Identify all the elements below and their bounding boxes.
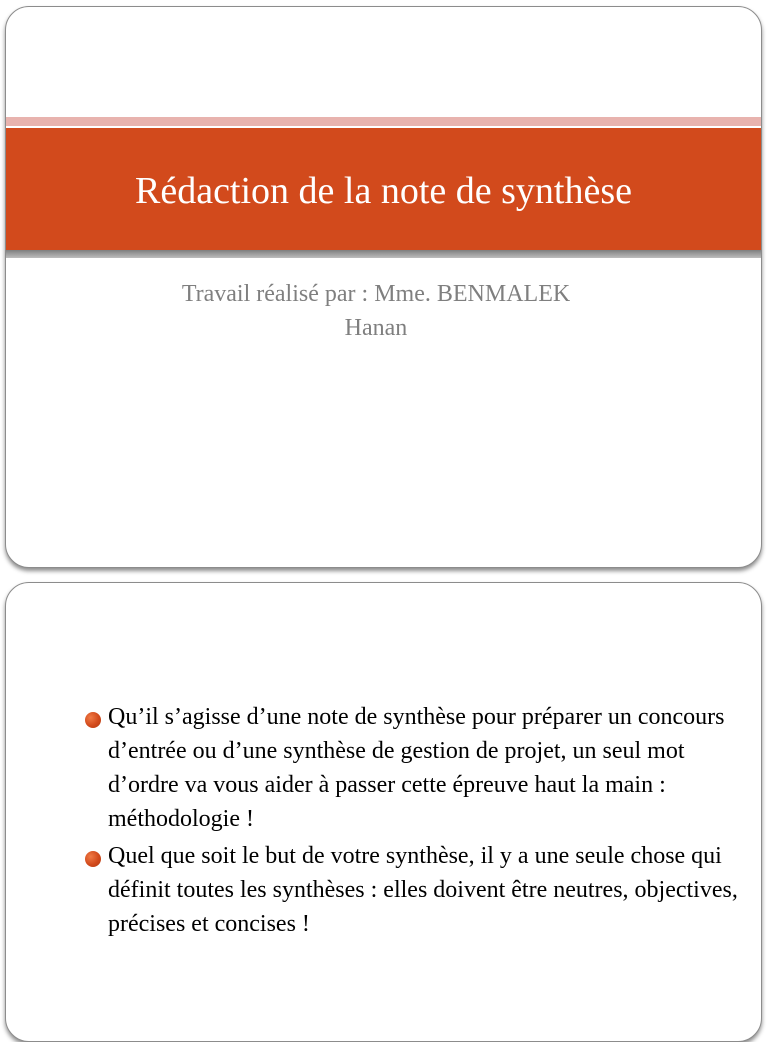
- title-band-shadow: [6, 250, 761, 258]
- decorative-stripe: [6, 117, 761, 126]
- bullet-text: Qu’il s’agisse d’une note de synthèse pour préparer un concours d’entrée ou d’une synthèse de gestion de projet, un seul mot d’ordre va vous aider à passer cette épreuve haut la main : méthodologie !: [108, 704, 725, 832]
- slide-title: Rédaction de la note de synthèse: [134, 170, 632, 212]
- title-slide: [5, 6, 762, 568]
- bullet-dot-icon: [85, 851, 101, 867]
- bullet-text: Quel que soit le but de votre synthèse, il y a une seule chose qui définit toutes les synthèses : elles doivent être neutres, objectives, précises et concises !: [108, 843, 738, 937]
- slide-subtitle: [106, 277, 646, 345]
- subtitle-line-name: Hanan: [344, 315, 408, 341]
- content-slide: [5, 582, 762, 1042]
- bullet-list: [82, 700, 742, 944]
- bullet-dot-icon: [85, 712, 101, 728]
- subtitle-line-author: Travail réalisé par : Mme. BENMALEK: [181, 281, 571, 307]
- bullet-item: [82, 700, 742, 836]
- bullet-item: [82, 839, 742, 941]
